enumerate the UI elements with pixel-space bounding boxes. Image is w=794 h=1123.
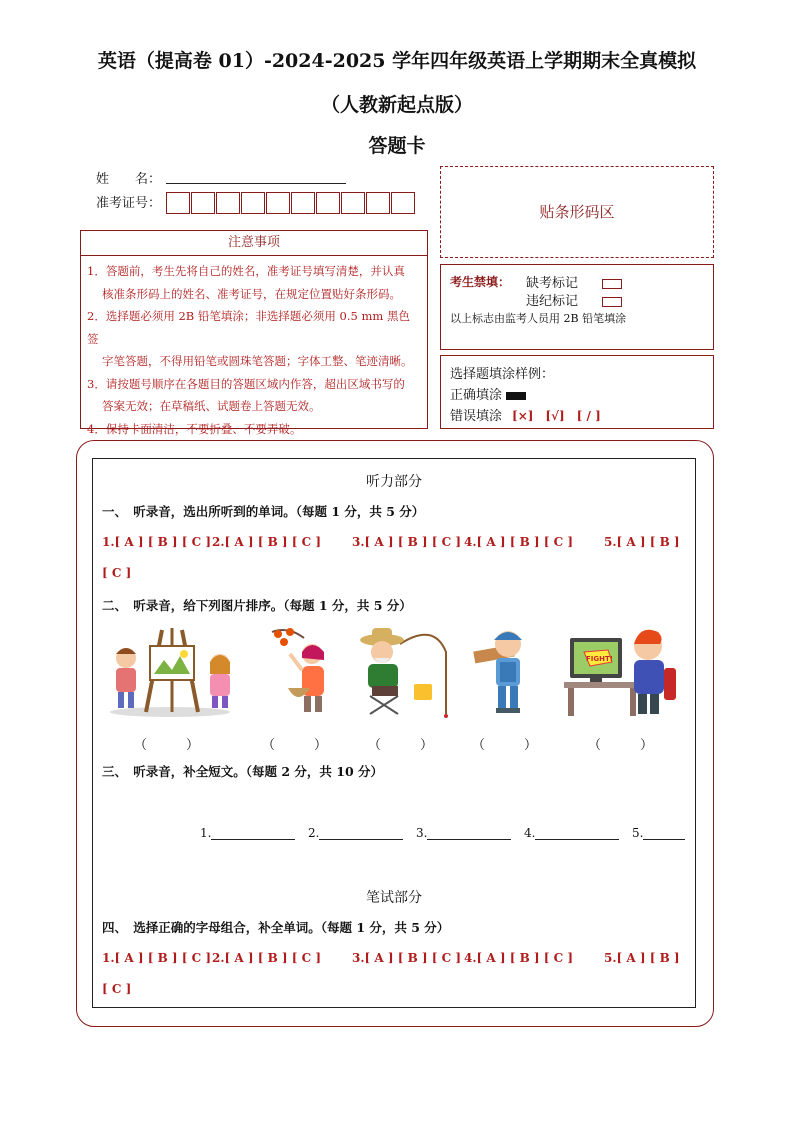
computer-boy-image (560, 622, 680, 718)
writing-heading: 笔试部分 (366, 890, 422, 906)
blank-number: 2. (308, 826, 320, 840)
correct-fill-sample (506, 392, 526, 400)
q1-title: 一、 听录音，选出所听到的单词。（每题 1 分，共 5 分） (102, 504, 425, 519)
violation-mark-box[interactable] (602, 297, 622, 307)
q4-item-2[interactable]: 2.[ A ] [ B ] [ C ] (212, 951, 322, 965)
absent-mark-box[interactable] (602, 279, 622, 289)
absent-label: 缺考标记 (526, 276, 579, 291)
q1-item-1[interactable]: 1.[ A ] [ B ] [ C ] (102, 535, 212, 549)
listening-heading: 听力部分 (366, 474, 422, 490)
id-cell[interactable] (216, 192, 240, 214)
blank-number: 4. (524, 826, 536, 840)
blank-line[interactable] (643, 827, 685, 840)
notice-heading: 注意事项 (81, 231, 427, 256)
id-cell[interactable] (191, 192, 215, 214)
id-cell[interactable] (241, 192, 265, 214)
q4-item-4[interactable]: 4.[ A ] [ B ] [ C ] (464, 951, 574, 965)
blank-1 (200, 826, 295, 840)
wrong-fill-samples: [×] [√] [ / ] (512, 409, 601, 423)
name-field[interactable] (166, 183, 346, 184)
barcode-area (440, 166, 714, 258)
barcode-label: 贴条形码区 (539, 203, 615, 221)
notice-line: 3．请按题号顺序在各题目的答题区域内作答，超出区域书写的 (87, 376, 405, 391)
forbidden-note: 以上标志由监考人员用 2B 铅笔填涂 (450, 312, 627, 325)
order-paren-3[interactable]: （ ） (368, 738, 434, 753)
q1-item-2[interactable]: 2.[ A ] [ B ] [ C ] (212, 535, 322, 549)
exam-edition: （人教新起点版） (320, 94, 473, 116)
blank-number: 1. (200, 826, 212, 840)
q4-item-5[interactable]: 5.[ A ] [ B ] (604, 951, 680, 965)
notice-line: 核准条形码上的姓名、准考证号，在规定位置贴好条形码。 (102, 286, 401, 301)
id-cell[interactable] (291, 192, 315, 214)
fishing-grandpa-image (354, 622, 450, 720)
blank-number: 5. (632, 826, 644, 840)
blank-2 (308, 826, 403, 840)
q4-item-5-c[interactable]: [ C ] (102, 982, 132, 996)
blank-line[interactable] (535, 827, 619, 840)
order-paren-4[interactable]: （ ） (472, 738, 538, 753)
notice-line: 1．答题前，考生先将自己的姓名，准考证号填写清楚，并认真 (87, 264, 405, 278)
q4-item-3[interactable]: 3.[ A ] [ B ] [ C ] (352, 951, 462, 965)
forbidden-label: 考生禁填： (450, 275, 511, 289)
blank-line[interactable] (427, 827, 511, 840)
plank-boy-image (472, 626, 534, 716)
wrong-label: 错误填涂 (450, 409, 503, 424)
painting-children-image (102, 624, 238, 718)
violation-label: 违纪标记 (526, 294, 579, 309)
id-cell[interactable] (166, 192, 190, 214)
sample-heading: 选择题填涂样例： (450, 367, 555, 382)
blank-3 (416, 826, 511, 840)
order-paren-1[interactable]: （ ） (134, 738, 200, 753)
order-paren-5[interactable]: （ ） (588, 738, 654, 753)
answer-sheet-title: 答题卡 (368, 135, 426, 157)
notice-line: 答案无效；在草稿纸、试题卷上答题无效。 (102, 399, 321, 413)
order-paren-2[interactable]: （ ） (262, 738, 328, 753)
q3-title: 三、 听录音，补全短文。（每题 2 分，共 10 分） (102, 764, 384, 779)
blank-number: 3. (416, 826, 428, 840)
blank-line[interactable] (319, 827, 403, 840)
blank-4 (524, 826, 619, 840)
correct-label: 正确填涂 (450, 388, 503, 403)
forbidden-box (440, 264, 714, 350)
notice-line: 字笔答题，不得用铅笔或圆珠笔答题；字体工整、笔迹清晰。 (102, 354, 413, 368)
id-cell[interactable] (266, 192, 290, 214)
q1-item-5-c[interactable]: [ C ] (102, 566, 132, 580)
fruit-picking-image (268, 624, 336, 718)
q2-title: 二、 听录音，给下列图片排序。（每题 1 分，共 5 分） (102, 598, 412, 613)
notice-line: 4．保持卡面清洁，不要折叠、不要弄破。 (87, 421, 302, 436)
id-cell[interactable] (366, 192, 390, 214)
q4-title: 四、 选择正确的字母组合，补全单词。（每题 1 分，共 5 分） (102, 920, 450, 935)
q1-item-5[interactable]: 5.[ A ] [ B ] (604, 535, 680, 549)
id-cell[interactable] (316, 192, 340, 214)
q1-item-4[interactable]: 4.[ A ] [ B ] [ C ] (464, 535, 574, 549)
screen-sign-text: FIGHT! (586, 655, 613, 663)
blank-line[interactable] (211, 827, 295, 840)
exam-title: 英语（提高卷 01）-2024-2025 学年四年级英语上学期期末全真模拟 (97, 50, 697, 72)
q4-item-1[interactable]: 1.[ A ] [ B ] [ C ] (102, 951, 212, 965)
id-cell[interactable] (391, 192, 415, 214)
sample-box (440, 355, 714, 429)
notice-box (80, 230, 428, 436)
id-cell[interactable] (341, 192, 365, 214)
name-label: 姓 名： (96, 172, 162, 187)
notice-line: 2．选择题必须用 2B 铅笔填涂；非选择题必须用 0.5 mm 黑色签 (87, 309, 410, 346)
blank-5 (632, 826, 685, 840)
q1-item-3[interactable]: 3.[ A ] [ B ] [ C ] (352, 535, 462, 549)
id-label: 准考证号： (96, 196, 162, 211)
